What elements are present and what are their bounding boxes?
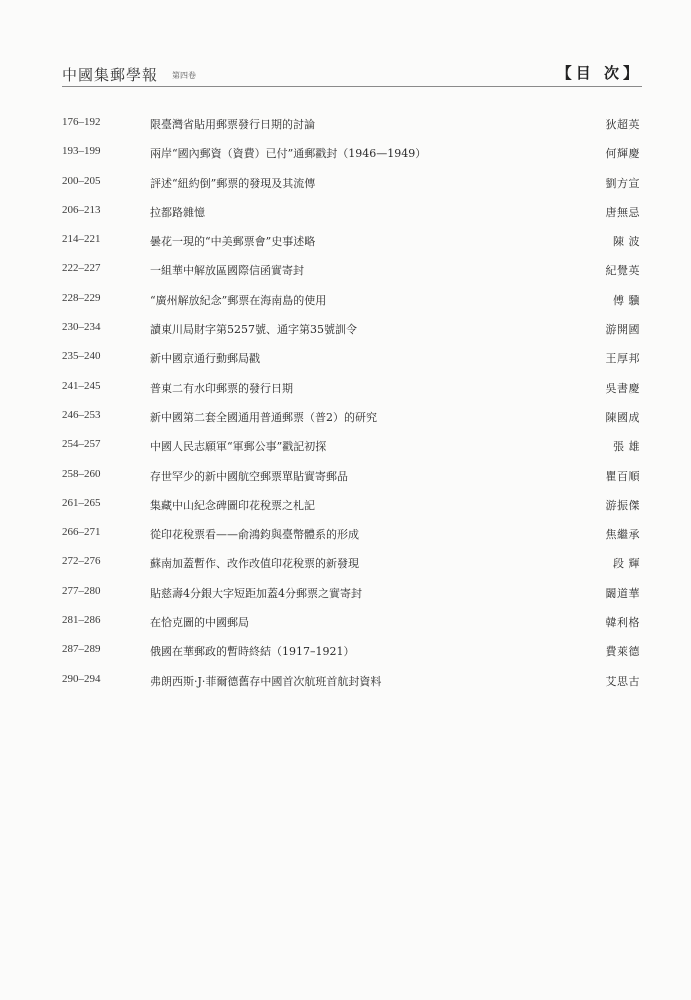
toc-page-range: 176–192 [62,116,101,128]
volume-label: 第四卷 [172,71,196,80]
toc-entry [62,204,640,233]
table-of-contents [62,116,640,702]
page-header [62,62,642,86]
toc-page-range: 254–257 [62,438,101,451]
toc-author: 吳書慶 [605,381,640,395]
toc-article-title: 俄國在華郵政的暫時終結（1917–1921） [150,645,355,659]
toc-author: 瞿百順 [605,469,640,483]
toc-entry [62,350,640,379]
toc-page-range: 230–234 [62,321,101,334]
toc-page-range: 281–286 [62,614,101,627]
toc-entry [62,292,640,321]
toc-article-title: 讀東川局財字第5257號、通字第35號訓令 [150,323,357,337]
toc-author: 焦繼承 [605,528,640,542]
toc-page-range: 277–280 [62,584,101,597]
toc-article-title: 貼慈壽4分銀大字短距加蓋4分郵票之實寄封 [150,586,362,600]
toc-article-title: 曇花一現的“中美郵票會”史事述略 [150,235,316,249]
toc-author: 紀覺英 [605,264,640,278]
toc-entry [62,468,640,497]
toc-author: 陳 波 [613,235,640,249]
toc-author: 劉方宣 [605,176,640,190]
toc-entry [62,262,640,291]
toc-page-range: 214–221 [62,233,101,246]
toc-entry [62,438,640,467]
toc-article-title: 限臺灣省貼用郵票發行日期的討論 [150,118,315,131]
toc-author: 傅 驥 [613,293,640,307]
toc-article-title: “廣州解放紀念”郵票在海南島的使用 [150,293,327,307]
toc-article-title: 從印花稅票看——俞鴻鈞與臺幣體系的形成 [150,528,359,542]
toc-page-range: 246–253 [62,408,101,421]
toc-author: 王厚邦 [605,352,640,366]
toc-entry [62,175,640,204]
toc-entry [62,555,640,584]
toc-article-title: 新中國京通行動郵局戳 [150,352,260,366]
toc-entry [62,526,640,555]
toc-article-title: 普東二有水印郵票的發行日期 [150,381,293,395]
section-title: 【目 次】 [556,64,642,82]
toc-page-range: 261–265 [62,496,101,509]
toc-article-title: 拉都路雜憶 [150,205,205,219]
toc-entry [62,585,640,614]
toc-page-range: 193–199 [62,145,101,158]
journal-title: 中國集郵學報 [62,66,159,84]
toc-article-title: 中國人民志願軍“軍郵公事”戳記初探 [150,440,327,454]
toc-article-title: 兩岸“國內郵資（資費）已付”通郵戳封（1946—1949） [150,147,427,161]
toc-entry [62,145,640,174]
toc-entry [62,497,640,526]
toc-author: 艾思古 [605,674,640,688]
toc-page-range: 235–240 [62,350,101,363]
toc-page-range: 241–245 [62,379,101,392]
toc-page-range: 272–276 [62,555,101,568]
toc-article-title: 集藏中山紀念碑圖印花稅票之札記 [150,498,315,512]
toc-author: 唐無忌 [605,205,640,219]
toc-author: 何輝慶 [605,147,640,161]
toc-article-title: 在恰克圖的中國郵局 [150,616,249,630]
toc-page-range: 290–294 [62,672,101,685]
toc-entry [62,673,640,702]
toc-entry [62,380,640,409]
toc-entry [62,233,640,262]
toc-entry [62,409,640,438]
toc-page-range: 206–213 [62,203,101,216]
toc-author: 張 雄 [613,440,640,454]
toc-page-range: 222–227 [62,262,101,275]
toc-entry [62,643,640,672]
toc-page-range: 200–205 [62,174,101,187]
toc-article-title: 一組華中解放區國際信函實寄封 [150,264,304,278]
toc-entry [62,614,640,643]
toc-author: 游開國 [605,323,640,337]
toc-entry [62,116,640,145]
header-rule [62,86,642,87]
toc-author: 陳國成 [605,410,640,424]
toc-article-title: 存世罕少的新中國航空郵票單貼實寄郵品 [150,469,348,483]
toc-article-title: 評述“紐約倒”郵票的發現及其流傳 [150,176,316,190]
toc-author: 游振傑 [605,498,640,512]
toc-entry [62,321,640,350]
toc-page-range: 287–289 [62,643,101,656]
toc-page-range: 258–260 [62,467,101,480]
toc-page-range: 228–229 [62,291,101,304]
toc-author: 韓利格 [605,616,640,630]
toc-article-title: 新中國第二套全國通用普通郵票（普2）的研究 [150,410,377,424]
toc-author: 闞道華 [605,586,640,600]
toc-author: 段 輝 [613,557,640,571]
toc-page-range: 266–271 [62,526,101,539]
toc-article-title: 弗朗西斯·J·菲爾德舊存中國首次航班首航封資料 [150,674,382,688]
toc-author: 費萊德 [605,645,640,659]
toc-article-title: 蘇南加蓋暫作、改作改值印花稅票的新發現 [150,557,359,571]
toc-author: 狄超英 [605,118,640,131]
